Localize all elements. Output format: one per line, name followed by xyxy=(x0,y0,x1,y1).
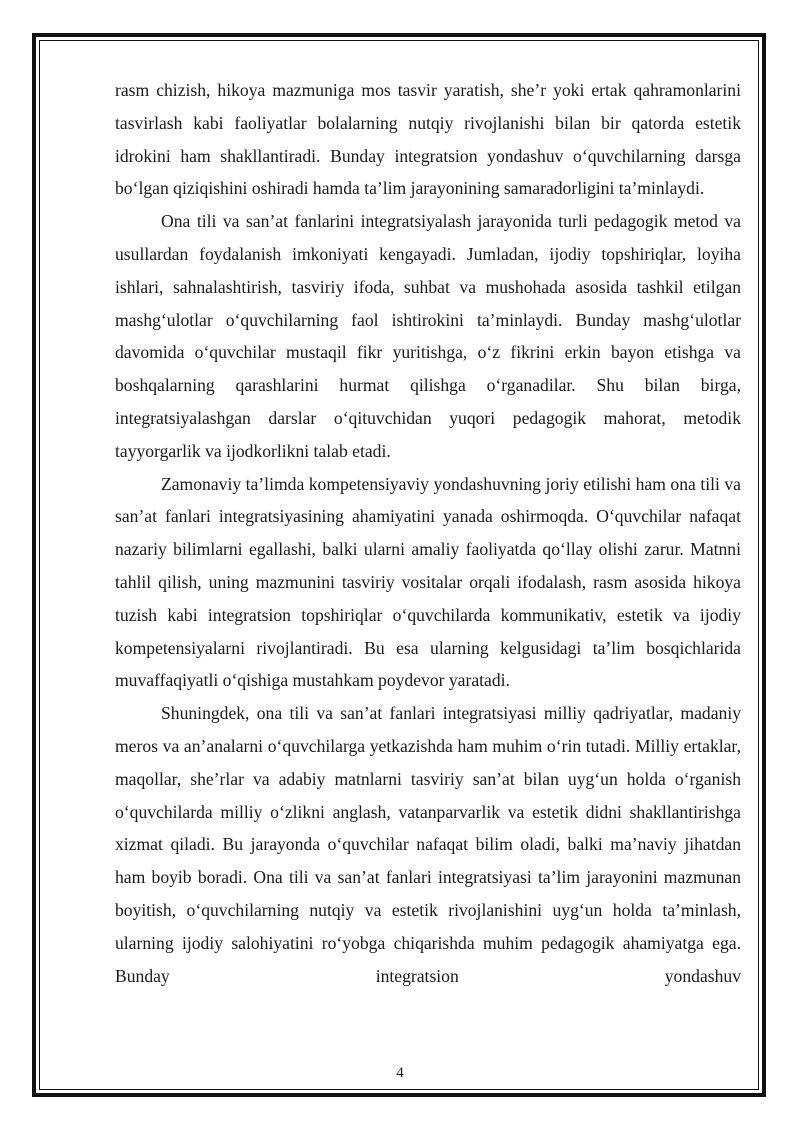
paragraph-2: Ona tili va san’at fanlarini integratsiyalash jarayonida turli pedagogik metod va usullardan foydalanish imkoniyati kengayadi. Jumladan, ijodiy topshiriqlar, loyiha ishlari, sahnalashtirish, tasviriy ifoda, suhbat va mushohada asosida tashkil etilgan mashg‘ulotlar o‘quvchilarning faol ishtirokini ta’minlaydi. Bunday mashg‘ulotlar davomida o‘quvchilar mustaqil fikr yuritishga, o‘z fikrini erkin bayon etishga va boshqalarning qarashlarini hurmat qilishga o‘rganadilar. Shu bilan birga, integratsiyalashgan darslar o‘qituvchidan yuqori pedagogik mahorat, metodik tayyorgarlik va ijodkorlikni talab etadi. xyxy=(115,211,741,461)
paragraph-4: Shuningdek, ona tili va san’at fanlari integratsiyasi milliy qadriyatlar, madaniy meros va an’analarni o‘quvchilarga yetkazishda ham muhim o‘rin tutadi. Milliy ertaklar, maqollar, she’rlar va adabiy matnlarni tasviriy san’at bilan uyg‘un holda o‘rganish o‘quvchilarda milliy o‘zlikni anglash, vatanparvarlik va estetik didni shakllantirishga xizmat qiladi. Bu jarayonda o‘quvchilar nafaqat bilim oladi, balki ma’naviy jihatdan ham boyib boradi. Ona tili va san’at fanlari integratsiyasi ta’lim jarayonini mazmunan boyitish, o‘quvchilarning nutqiy va estetik rivojlanishini uyg‘un holda ta’minlash, ularning ijodiy salohiyatini ro‘yobga chiqarishda muhim pedagogik ahamiyatga ega. Bunday integratsion yondashuv xyxy=(115,703,741,986)
page-number: 4 xyxy=(396,1065,404,1081)
paragraph-3: Zamonaviy ta’limda kompetensiyaviy yondashuvning joriy etilishi ham ona tili va san’at fanlari integratsiyasining ahamiyatini yanada oshirmoqda. O‘quvchilar nafaqat nazariy bilimlarni egallashi, balki ularni amaliy faoliyatda qo‘llay olishi zarur. Matnni tahlil qilish, uning mazmunini tasviriy vositalar orqali ifodalash, rasm asosida hikoya tuzish kabi integratsion topshiriqlar o‘quvchilarda kommunikativ, estetik va ijodiy kompetensiyalarni rivojlantiradi. Bu esa ularning kelgusidagi ta’lim bosqichlarida muvaffaqiyatli o‘qishiga mustahkam poydevor yaratadi. xyxy=(115,473,741,691)
paragraph-1: rasm chizish, hikoya mazmuniga mos tasvir yaratish, she’r yoki ertak qahramonlarini tasvirlash kabi faoliyatlar bolalarning nutqiy rivojlanishi bilan bir qatorda estetik idrokini ham shakllantiradi. Bunday integratsion yondashuv o‘quvchilarning darsga bo‘lgan qiziqishini oshiradi hamda ta’lim jarayonining samaradorligini ta’minlaydi. xyxy=(115,80,741,199)
document-body xyxy=(115,74,741,992)
